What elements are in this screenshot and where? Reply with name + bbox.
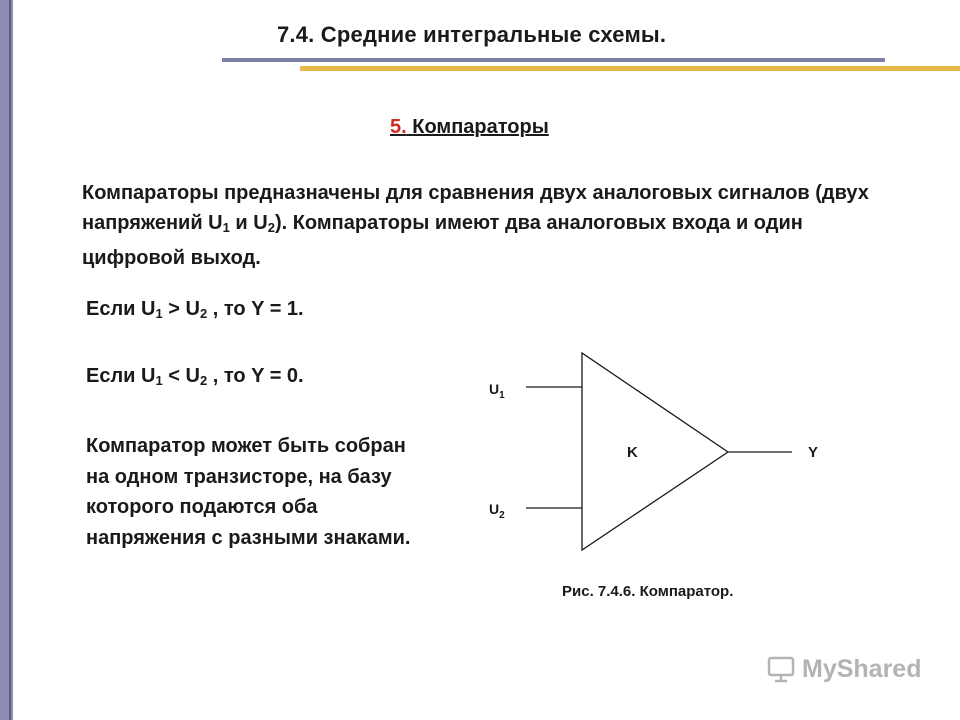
block-label: K: [627, 444, 638, 461]
intro-paragraph: [82, 178, 892, 273]
comparator-diagram: [470, 340, 830, 570]
left-border-bar: [0, 0, 13, 720]
rule-text: , то Y = 0.: [207, 365, 304, 387]
rule-greater: [86, 298, 304, 321]
intro-text-3: ). Компараторы имеют два аналоговых входа и один цифровой выход.: [82, 212, 803, 269]
page-title: 7.4. Средние интегральные схемы.: [277, 22, 667, 47]
section-heading: [390, 116, 549, 139]
input1-label: $U_1$: [489, 381, 505, 401]
intro-text-2: и U: [229, 212, 268, 234]
rule-text: > U: [162, 298, 200, 320]
presentation-board-icon: [766, 654, 796, 684]
input2-label: $U_2$: [489, 501, 505, 521]
watermark-brand: MyShared: [802, 654, 922, 683]
comparator-triangle: [582, 353, 728, 550]
rule-text: , то Y = 1.: [207, 298, 304, 320]
intro-text-1: Компараторы предназначены для сравнения двух аналоговых сигналов (двух напряжений U: [82, 182, 869, 234]
rule-sub: 2: [199, 306, 208, 321]
rule-text: Если U: [86, 298, 156, 320]
watermark: [766, 654, 921, 684]
rule-text: Если U: [86, 365, 156, 387]
figure-caption: Рис. 7.4.6. Компаратор.: [562, 583, 734, 600]
rule-less: [86, 365, 304, 388]
output-label: Y: [808, 444, 819, 461]
note-paragraph: Компаратор может быть собран на одном транзисторе, на базу которого подаются оба напряжения с разными знаками.: [86, 435, 411, 549]
intro-sub-2: 2: [267, 220, 275, 235]
intro-sub-1: 1: [222, 220, 230, 235]
section-number: 5.: [390, 116, 407, 138]
left-border-line: [9, 0, 11, 720]
title-rule-blue: [222, 58, 885, 62]
title-rule-gold: [300, 66, 960, 71]
rule-sub: 1: [155, 306, 163, 321]
rule-sub: 2: [199, 373, 208, 388]
section-title: Компараторы: [412, 116, 549, 138]
rule-text: < U: [162, 365, 200, 387]
rule-sub: 1: [155, 373, 163, 388]
